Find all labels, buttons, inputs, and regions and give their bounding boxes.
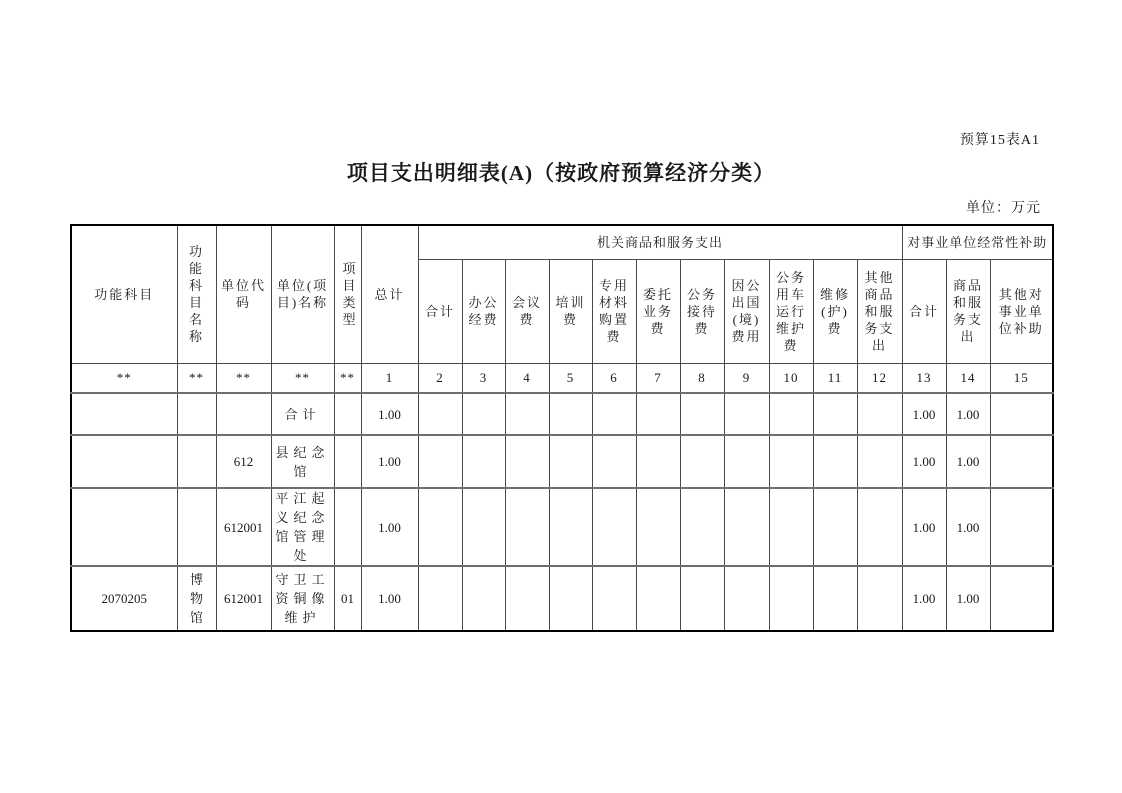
column-number-cell: 9 bbox=[724, 363, 769, 393]
table-cell bbox=[462, 488, 505, 566]
table-cell: 守卫工资铜像维护 bbox=[271, 566, 334, 631]
table-cell bbox=[418, 393, 462, 435]
table-cell: 1.00 bbox=[361, 393, 418, 435]
table-row-612 bbox=[71, 435, 1053, 488]
table-cell bbox=[724, 435, 769, 488]
table-cell: 1.00 bbox=[361, 566, 418, 631]
table-cell bbox=[990, 488, 1053, 566]
table-row-total bbox=[71, 393, 1053, 435]
table-cell bbox=[636, 393, 680, 435]
table-cell bbox=[505, 435, 549, 488]
table-cell bbox=[813, 393, 857, 435]
column-number-cell: 4 bbox=[505, 363, 549, 393]
table-row-612001-admin bbox=[71, 488, 1053, 566]
table-cell bbox=[418, 435, 462, 488]
page-title: 项目支出明细表(A)（按政府预算经济分类） bbox=[346, 161, 776, 185]
col-header-function-name: 功能科目名称 bbox=[177, 225, 216, 363]
col-header-special-materials-fee: 专用材料购置费 bbox=[592, 259, 636, 363]
col-header-subsidy-other: 其他对事业单位补助 bbox=[990, 259, 1053, 363]
table-cell bbox=[334, 435, 361, 488]
table-cell bbox=[813, 566, 857, 631]
table-cell bbox=[505, 566, 549, 631]
column-number-cell: 1 bbox=[361, 363, 418, 393]
table-cell bbox=[813, 435, 857, 488]
table-cell bbox=[724, 566, 769, 631]
table-cell bbox=[857, 435, 902, 488]
table-cell bbox=[990, 393, 1053, 435]
group-header-subsidy: 对事业单位经常性补助 bbox=[902, 225, 1053, 259]
table-cell bbox=[990, 435, 1053, 488]
table-cell: 1.00 bbox=[361, 435, 418, 488]
table-cell: 合计 bbox=[271, 393, 334, 435]
table-cell bbox=[462, 393, 505, 435]
table-cell bbox=[857, 393, 902, 435]
column-number-cell: 13 bbox=[902, 363, 946, 393]
table-cell bbox=[724, 488, 769, 566]
col-header-grand-total: 总计 bbox=[361, 225, 418, 363]
table-cell bbox=[549, 393, 592, 435]
table-cell: 612001 bbox=[216, 566, 271, 631]
table-cell bbox=[769, 566, 813, 631]
column-number-cell: ** bbox=[271, 363, 334, 393]
col-header-repair-fee: 维修(护)费 bbox=[813, 259, 857, 363]
table-cell bbox=[680, 488, 724, 566]
column-number-cell: 10 bbox=[769, 363, 813, 393]
table-cell bbox=[71, 488, 177, 566]
table-cell: 1.00 bbox=[902, 566, 946, 631]
table-cell bbox=[990, 566, 1053, 631]
table-cell: 博物馆 bbox=[177, 566, 216, 631]
col-header-project-type: 项目类型 bbox=[334, 225, 361, 363]
column-number-cell: 11 bbox=[813, 363, 857, 393]
table-cell bbox=[769, 488, 813, 566]
col-header-official-reception-fee: 公务接待费 bbox=[680, 259, 724, 363]
header-row-groups bbox=[71, 225, 1053, 259]
table-cell bbox=[592, 393, 636, 435]
table-cell: 1.00 bbox=[946, 488, 990, 566]
unit-note: 单位：万元 bbox=[966, 201, 1041, 216]
table-cell bbox=[177, 435, 216, 488]
col-header-unit-code: 单位代码 bbox=[216, 225, 271, 363]
table-cell: 1.00 bbox=[902, 435, 946, 488]
table-cell bbox=[177, 488, 216, 566]
budget-table-container bbox=[70, 224, 1054, 632]
column-number-cell: 8 bbox=[680, 363, 724, 393]
table-cell bbox=[769, 393, 813, 435]
col-header-subsidy-total: 合计 bbox=[902, 259, 946, 363]
col-header-entrusted-business-fee: 委托业务费 bbox=[636, 259, 680, 363]
table-cell bbox=[216, 393, 271, 435]
table-cell bbox=[177, 393, 216, 435]
table-cell bbox=[636, 488, 680, 566]
table-cell: 01 bbox=[334, 566, 361, 631]
column-number-row bbox=[71, 363, 1053, 393]
doc-reference: 预算15表A1 bbox=[959, 133, 1040, 148]
table-cell bbox=[549, 435, 592, 488]
table-cell bbox=[592, 566, 636, 631]
table-row-2070205-project bbox=[71, 566, 1053, 631]
table-cell bbox=[680, 393, 724, 435]
table-cell: 612001 bbox=[216, 488, 271, 566]
table-cell: 1.00 bbox=[902, 393, 946, 435]
table-cell bbox=[813, 488, 857, 566]
column-number-cell: ** bbox=[177, 363, 216, 393]
table-cell bbox=[680, 435, 724, 488]
table-cell bbox=[462, 566, 505, 631]
table-cell bbox=[592, 488, 636, 566]
table-cell bbox=[857, 566, 902, 631]
table-cell bbox=[636, 435, 680, 488]
group-header-goods-services: 机关商品和服务支出 bbox=[418, 225, 902, 259]
table-cell bbox=[505, 488, 549, 566]
column-number-cell: ** bbox=[71, 363, 177, 393]
table-cell bbox=[549, 566, 592, 631]
table-cell bbox=[334, 393, 361, 435]
col-header-subsidy-goods-services: 商品和服务支出 bbox=[946, 259, 990, 363]
budget-table bbox=[70, 224, 1054, 632]
column-number-cell: 6 bbox=[592, 363, 636, 393]
column-number-cell: ** bbox=[334, 363, 361, 393]
col-header-overseas-travel-fee: 因公出国(境)费用 bbox=[724, 259, 769, 363]
table-cell: 县纪念馆 bbox=[271, 435, 334, 488]
table-cell: 1.00 bbox=[902, 488, 946, 566]
table-cell bbox=[334, 488, 361, 566]
col-header-vehicle-maintenance-fee: 公务用车运行维护费 bbox=[769, 259, 813, 363]
table-cell bbox=[71, 393, 177, 435]
col-header-other-goods-services: 其他商品和服务支出 bbox=[857, 259, 902, 363]
col-header-gs-total: 合计 bbox=[418, 259, 462, 363]
column-number-cell: ** bbox=[216, 363, 271, 393]
col-header-meeting-fee: 会议费 bbox=[505, 259, 549, 363]
column-number-cell: 15 bbox=[990, 363, 1053, 393]
table-cell: 1.00 bbox=[946, 435, 990, 488]
table-cell bbox=[418, 566, 462, 631]
col-header-function-code: 功能科目 bbox=[71, 225, 177, 363]
col-header-training-fee: 培训费 bbox=[549, 259, 592, 363]
table-cell bbox=[549, 488, 592, 566]
table-cell: 1.00 bbox=[361, 488, 418, 566]
column-number-cell: 3 bbox=[462, 363, 505, 393]
table-cell bbox=[505, 393, 549, 435]
table-cell bbox=[680, 566, 724, 631]
column-number-cell: 7 bbox=[636, 363, 680, 393]
col-header-unit-project-name: 单位(项目)名称 bbox=[271, 225, 334, 363]
table-cell: 1.00 bbox=[946, 393, 990, 435]
col-header-office-expenses: 办公经费 bbox=[462, 259, 505, 363]
table-cell bbox=[636, 566, 680, 631]
table-cell bbox=[418, 488, 462, 566]
table-cell bbox=[769, 435, 813, 488]
table-cell: 612 bbox=[216, 435, 271, 488]
column-number-cell: 2 bbox=[418, 363, 462, 393]
table-cell bbox=[462, 435, 505, 488]
column-number-cell: 5 bbox=[549, 363, 592, 393]
table-cell bbox=[71, 435, 177, 488]
column-number-cell: 12 bbox=[857, 363, 902, 393]
table-cell: 1.00 bbox=[946, 566, 990, 631]
table-cell bbox=[857, 488, 902, 566]
column-number-cell: 14 bbox=[946, 363, 990, 393]
table-cell: 平江起义纪念馆管理处 bbox=[271, 488, 334, 566]
table-cell bbox=[592, 435, 636, 488]
table-cell: 2070205 bbox=[71, 566, 177, 631]
table-cell bbox=[724, 393, 769, 435]
